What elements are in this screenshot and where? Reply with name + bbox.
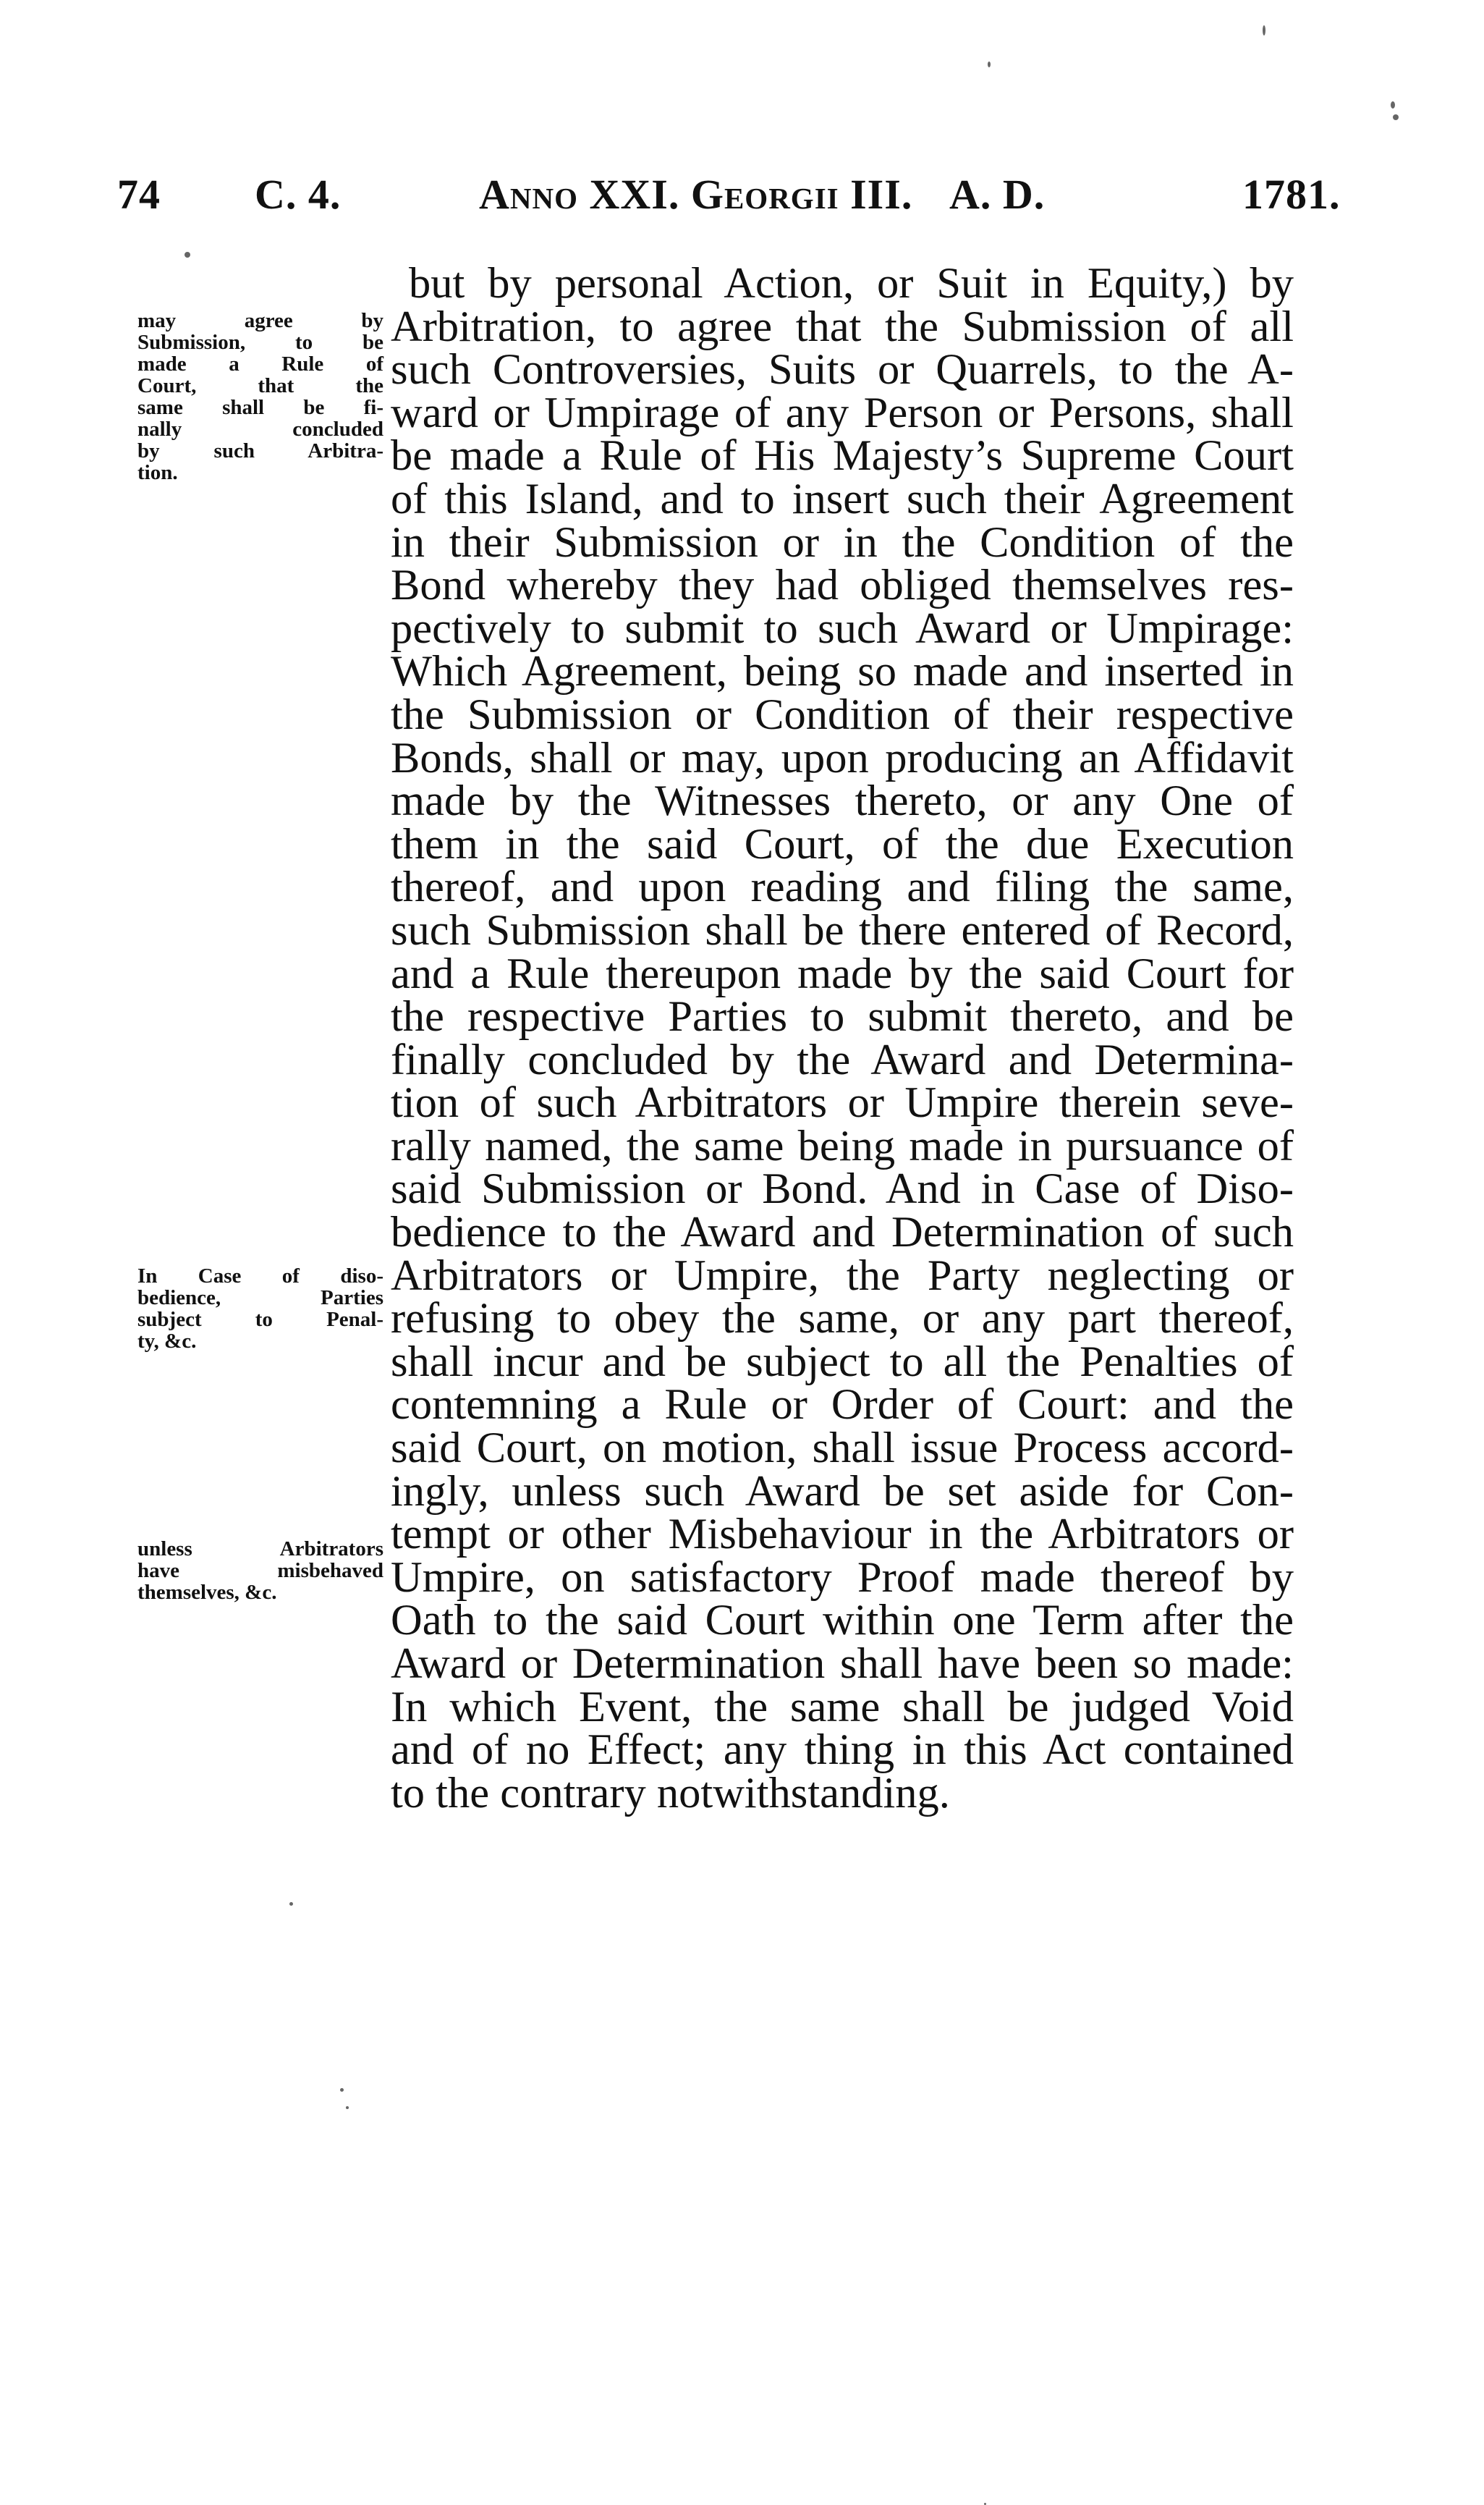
body-line: and a Rule thereupon made by the said Court for [391, 949, 1294, 998]
body-line: be made a Rule of His Majesty’s Supreme Court [391, 431, 1294, 481]
anno-domini: A. D. [949, 171, 1046, 218]
scan-speck [1391, 101, 1395, 109]
page-number: 74 [117, 171, 161, 218]
body-line: finally concluded by the Award and Determina- [391, 1035, 1294, 1084]
body-line: In which Event, the same shall be judged Void [391, 1682, 1294, 1731]
body-line: of this Island, and to insert such their Agreement [391, 474, 1294, 523]
scan-speck [346, 2106, 349, 2109]
body-line: said Court, on motion, shall issue Process accord- [391, 1424, 1294, 1473]
year: 1781. [1242, 171, 1341, 218]
body-line: contemning a Rule or Order of Court: and the [391, 1380, 1294, 1429]
body-line: Bond whereby they had obliged themselves res- [391, 561, 1294, 610]
body-line: to the contrary notwithstanding. [391, 1768, 950, 1817]
body-line: Which Agreement, being so made and inserted in [391, 647, 1294, 696]
scan-speck [185, 252, 190, 258]
body-line: tion of such Arbitrators or Umpire therein seve- [391, 1078, 1294, 1128]
body-line: made by the Witnesses thereto, or any One of [391, 777, 1294, 826]
scan-speck [988, 62, 991, 67]
side-note-line: have misbehaved [137, 1559, 383, 1582]
side-note-line: nally concluded [137, 418, 383, 441]
body-line: said Submission or Bond. And in Case of Diso- [391, 1165, 1294, 1214]
side-note-line: Court, that the [137, 374, 383, 397]
side-note-line: bedience, Parties [137, 1286, 383, 1309]
scan-speck [1263, 25, 1265, 35]
body-line: pectively to submit to such Award or Umpirage: [391, 604, 1294, 653]
scan-speck [340, 2088, 344, 2092]
side-note-line: subject to Penal- [137, 1308, 383, 1331]
body-line: Arbitration, to agree that the Submission of all [391, 302, 1294, 351]
side-note-line: themselves, &c. [137, 1581, 277, 1604]
side-note-line: ty, &c. [137, 1330, 197, 1353]
scan-speck [1393, 114, 1399, 120]
body-line: but by personal Action, or Suit in Equity,) by [409, 259, 1294, 308]
side-note-line: tion. [137, 461, 178, 484]
side-note-line: same shall be fi- [137, 396, 383, 419]
body-line: thereof, and upon reading and filing the same, [391, 863, 1294, 912]
body-line: the respective Parties to submit thereto, and be [391, 992, 1294, 1042]
body-line: refusing to obey the same, or any part thereof, [391, 1294, 1294, 1343]
side-note-line: Submission, to be [137, 331, 383, 354]
body-line: shall incur and be subject to all the Penalties of [391, 1337, 1294, 1386]
side-note-line: unless Arbitrators [137, 1537, 383, 1560]
side-note-arbitration [137, 310, 383, 483]
side-note-line: In Case of diso- [137, 1264, 383, 1288]
regnal-year: Anno XXI. Georgii III. [479, 171, 913, 218]
chapter-number: C. 4. [255, 171, 342, 218]
body-line: rally named, the same being made in pursuance of [391, 1121, 1294, 1170]
body-line: Arbitrators or Umpire, the Party neglecting or [391, 1251, 1294, 1300]
body-line: bedience to the Award and Determination of such [391, 1208, 1294, 1257]
body-line: tempt or other Misbehaviour in the Arbitrators or [391, 1510, 1294, 1559]
body-line: such Controversies, Suits or Quarrels, to the A- [391, 345, 1294, 394]
running-header [117, 170, 1341, 228]
body-line: Bonds, shall or may, upon producing an Affidavit [391, 733, 1294, 782]
body-line: Umpire, on satisfactory Proof made thereof by [391, 1553, 1294, 1602]
body-line: the Submission or Condition of their respective [391, 690, 1294, 739]
body-line: Oath to the said Court within one Term after the [391, 1596, 1294, 1645]
body-line: such Submission shall be there entered of Record, [391, 905, 1294, 955]
side-note-line: by such Arbitra- [137, 439, 383, 462]
side-note-line: may agree by [137, 309, 383, 332]
scan-speck [289, 1902, 293, 1906]
body-line: ward or Umpirage of any Person or Persons, shall [391, 388, 1294, 437]
body-line: Award or Determination shall have been so made: [391, 1639, 1294, 1688]
side-note-disobedience [137, 1265, 383, 1352]
body-line: them in the said Court, of the due Execution [391, 819, 1294, 869]
statute-body [391, 259, 1294, 1817]
body-line: and of no Effect; any thing in this Act contained [391, 1725, 1294, 1775]
side-note-line: made a Rule of [137, 352, 383, 376]
side-note-misbehaviour [137, 1538, 383, 1603]
body-line: ingly, unless such Award be set aside for Con- [391, 1466, 1294, 1516]
body-line: in their Submission or in the Condition of the [391, 518, 1294, 567]
